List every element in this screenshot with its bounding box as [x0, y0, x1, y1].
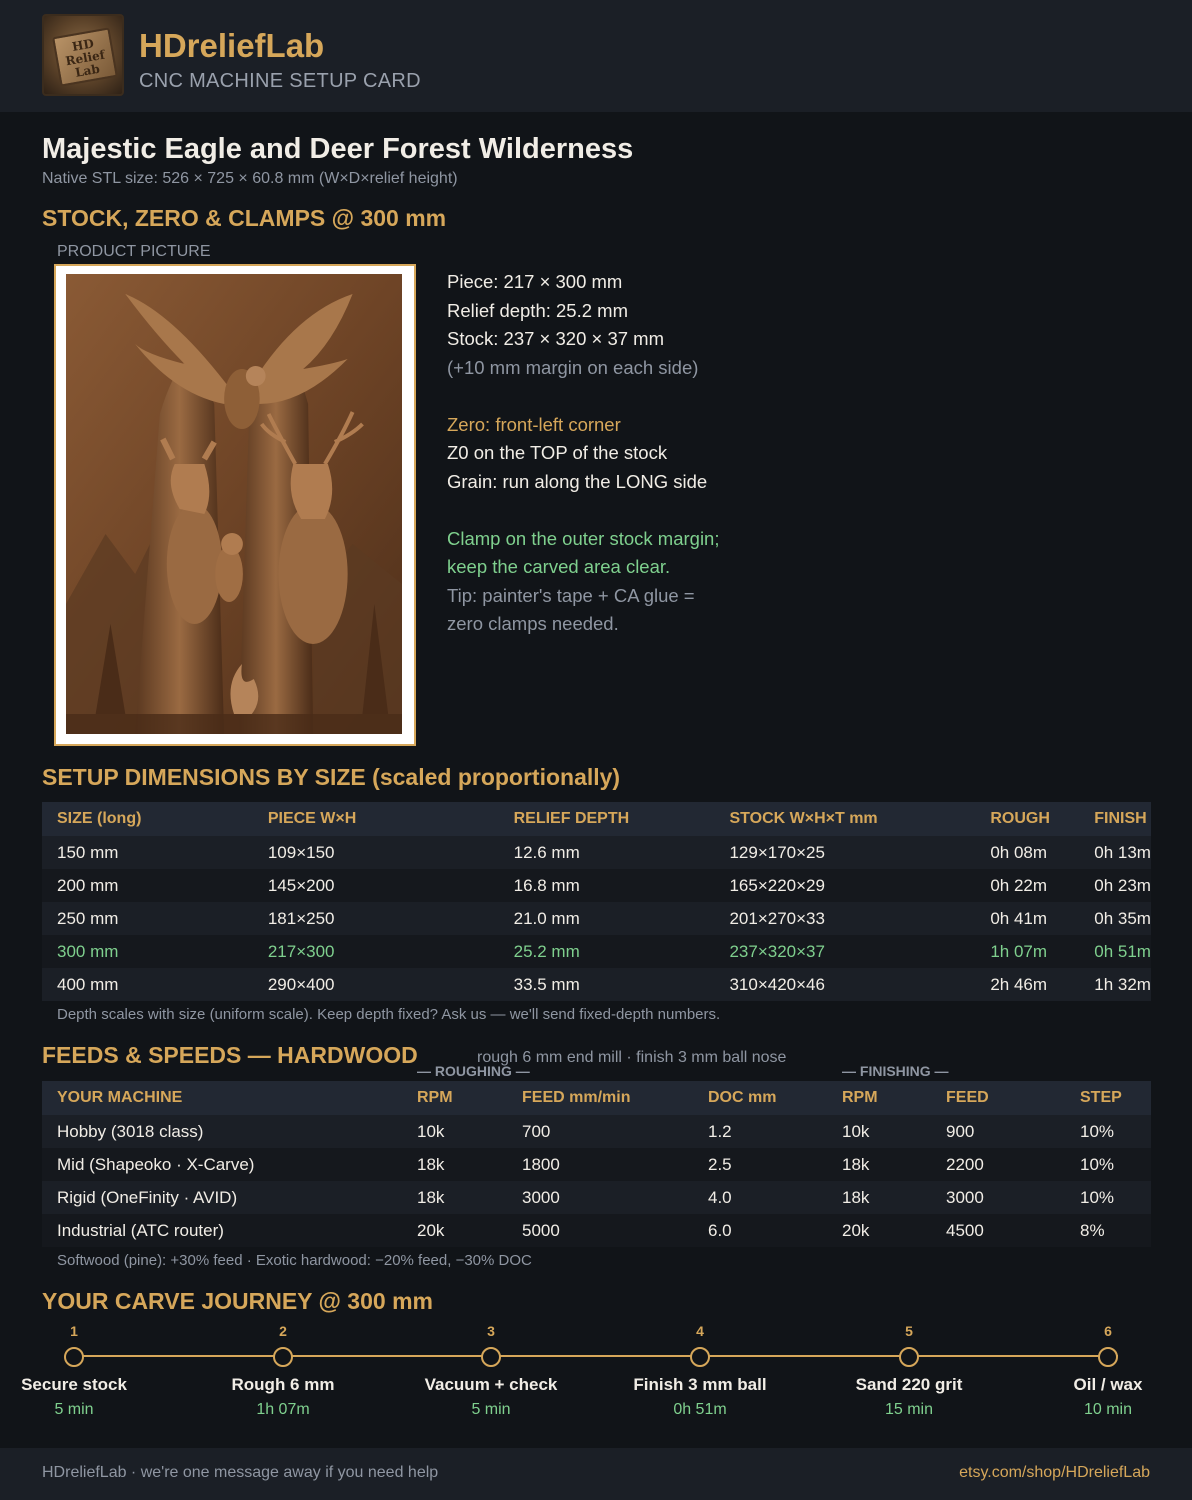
step-name: Finish 3 mm ball: [633, 1375, 767, 1394]
table-row: [42, 836, 1151, 869]
col-header: SIZE (long): [42, 802, 253, 836]
table-cell: 310×420×46: [714, 968, 975, 1001]
table-cell: 6.0: [693, 1214, 827, 1247]
step-number: 3: [487, 1323, 495, 1339]
product-title: Majestic Eagle and Deer Forest Wilderness: [42, 133, 634, 165]
journey-step: [1013, 1325, 1192, 1419]
table-cell: 21.0 mm: [499, 902, 715, 935]
table-row: [42, 1181, 1151, 1214]
step-marker-icon: [64, 1347, 84, 1367]
table-row-highlighted: [42, 935, 1151, 968]
feeds-table: [42, 1081, 1151, 1247]
margin-note: (+10 mm margin on each side): [447, 356, 699, 378]
table-cell: 237×320×37: [714, 935, 975, 968]
step-name: Secure stock: [21, 1375, 127, 1394]
stock-info: [447, 268, 720, 639]
clamp-note-1: Clamp on the outer stock margin;: [447, 527, 720, 549]
table-cell: 10%: [1065, 1115, 1151, 1148]
z0-note: Z0 on the TOP of the stock: [447, 442, 668, 463]
table-cell: 20k: [402, 1214, 507, 1247]
tools-note: rough 6 mm end mill · finish 3 mm ball nose: [477, 1049, 787, 1066]
native-size: Native STL size: 526 × 725 × 60.8 mm (W×D×relief height): [42, 170, 458, 187]
table-cell: 250 mm: [42, 902, 253, 935]
table-row: [42, 902, 1151, 935]
spacer: [447, 382, 720, 411]
step-number: 6: [1104, 1323, 1112, 1339]
table-cell: 16.8 mm: [499, 869, 715, 902]
table-cell: 109×150: [253, 836, 499, 869]
col-header: STOCK W×H×T mm: [714, 802, 975, 836]
step-number: 4: [696, 1323, 704, 1339]
dimensions-table: [42, 802, 1151, 1001]
footer-contact-text: HDreliefLab · we're one message away if you need help: [42, 1464, 439, 1481]
table-cell: 181×250: [253, 902, 499, 935]
col-header: FEED: [931, 1081, 1065, 1115]
footer-bar: [0, 1448, 1192, 1500]
col-header: PIECE W×H: [253, 802, 499, 836]
table-cell: 18k: [827, 1181, 931, 1214]
table-cell: 10k: [402, 1115, 507, 1148]
table-cell: 165×220×29: [714, 869, 975, 902]
table-cell: 33.5 mm: [499, 968, 715, 1001]
table-cell: 0h 23m: [1079, 869, 1151, 902]
table-cell: 201×270×33: [714, 902, 975, 935]
step-time: 5 min: [54, 1401, 94, 1418]
col-header: ROUGH: [975, 802, 1079, 836]
table-cell: 0h 51m: [1079, 935, 1151, 968]
logo-plaque-icon: HD Relief Lab: [52, 27, 118, 86]
col-header: STEP: [1065, 1081, 1151, 1115]
spacer: [447, 496, 720, 525]
table-row: [42, 869, 1151, 902]
table-row: [42, 1115, 1151, 1148]
zero-point: Zero: front-left corner: [447, 413, 621, 435]
table-cell: 4500: [931, 1214, 1065, 1247]
table-cell: 300 mm: [42, 935, 253, 968]
table-cell: 18k: [827, 1148, 931, 1181]
step-marker-icon: [273, 1347, 293, 1367]
col-header: FEED mm/min: [507, 1081, 693, 1115]
col-header: RELIEF DEPTH: [499, 802, 715, 836]
journey-step: [615, 1325, 785, 1419]
table-cell: 217×300: [253, 935, 499, 968]
feeds-heading: FEEDS & SPEEDS — HARDWOOD: [42, 1042, 418, 1068]
table-cell: Industrial (ATC router): [42, 1214, 402, 1247]
stock-size: Stock: 237 × 320 × 37 mm: [447, 328, 664, 349]
table-cell: 400 mm: [42, 968, 253, 1001]
table-row: [42, 1148, 1151, 1181]
header-bar: [0, 0, 1192, 112]
col-header: FINISH: [1079, 802, 1151, 836]
table-row: [42, 1214, 1151, 1247]
step-time: 10 min: [1083, 1401, 1133, 1418]
table-cell: 0h 13m: [1079, 836, 1151, 869]
journey-step: [824, 1325, 994, 1419]
table-cell: 1h 07m: [975, 935, 1079, 968]
table-cell: 1.2: [693, 1115, 827, 1148]
journey-step: [0, 1325, 159, 1419]
tip-note-2: zero clamps needed.: [447, 613, 619, 634]
step-time: 5 min: [471, 1401, 511, 1418]
table-cell: 10%: [1065, 1148, 1151, 1181]
step-name: Sand 220 grit: [855, 1375, 963, 1394]
table-cell: 0h 41m: [975, 902, 1079, 935]
table-cell: 900: [931, 1115, 1065, 1148]
col-header: DOC mm: [693, 1081, 827, 1115]
brand-logo: [42, 14, 124, 96]
table-cell: 18k: [402, 1181, 507, 1214]
grain-note: Grain: run along the LONG side: [447, 470, 708, 492]
dimensions-note: Depth scales with size (uniform scale). Keep depth fixed? Ask us — we'll send fixed-depth numbers.: [57, 1006, 721, 1023]
table-cell: 200 mm: [42, 869, 253, 902]
table-cell: 145×200: [253, 869, 499, 902]
stock-section-heading: STOCK, ZERO & CLAMPS @ 300 mm: [42, 205, 447, 231]
picture-label: PRODUCT PICTURE: [57, 243, 211, 260]
step-name: Vacuum + check: [424, 1375, 558, 1394]
table-cell: 150 mm: [42, 836, 253, 869]
step-marker-icon: [481, 1347, 501, 1367]
table-cell: Mid (Shapeoko · X-Carve): [42, 1148, 402, 1181]
table-cell: 3000: [507, 1181, 693, 1214]
piece-size: Piece: 217 × 300 mm: [447, 271, 623, 292]
table-cell: 0h 22m: [975, 869, 1079, 902]
table-cell: 1800: [507, 1148, 693, 1181]
table-cell: 700: [507, 1115, 693, 1148]
table-cell: 0h 08m: [975, 836, 1079, 869]
table-cell: 1h 32m: [1079, 968, 1151, 1001]
step-number: 1: [70, 1323, 78, 1339]
brand-name: HDreliefLab: [139, 27, 325, 64]
step-number: 5: [905, 1323, 913, 1339]
step-name: Rough 6 mm: [231, 1375, 335, 1394]
table-cell: 290×400: [253, 968, 499, 1001]
table-cell: 12.6 mm: [499, 836, 715, 869]
table-cell: 2200: [931, 1148, 1065, 1181]
product-picture: [54, 264, 416, 746]
col-header: YOUR MACHINE: [42, 1081, 402, 1115]
roughing-group-label: — ROUGHING —: [417, 1063, 530, 1079]
step-name: Oil / wax: [1073, 1375, 1143, 1394]
table-cell: 18k: [402, 1148, 507, 1181]
table-cell: 20k: [827, 1214, 931, 1247]
table-cell: 4.0: [693, 1181, 827, 1214]
dimensions-heading: SETUP DIMENSIONS BY SIZE (scaled proportionally): [42, 764, 621, 790]
table-cell: 2h 46m: [975, 968, 1079, 1001]
col-header: RPM: [402, 1081, 507, 1115]
step-number: 2: [279, 1323, 287, 1339]
table-cell: 10k: [827, 1115, 931, 1148]
table-cell: Hobby (3018 class): [42, 1115, 402, 1148]
col-header: RPM: [827, 1081, 931, 1115]
step-time: 0h 51m: [673, 1401, 727, 1418]
table-cell: 129×170×25: [714, 836, 975, 869]
table-cell: 8%: [1065, 1214, 1151, 1247]
carved-relief-image: [66, 274, 402, 734]
step-marker-icon: [899, 1347, 919, 1367]
journey-heading: YOUR CARVE JOURNEY @ 300 mm: [42, 1288, 433, 1314]
feeds-note: Softwood (pine): +30% feed · Exotic hardwood: −20% feed, −30% DOC: [57, 1252, 532, 1269]
step-time: 15 min: [884, 1401, 934, 1418]
journey-step: [406, 1325, 576, 1419]
clamp-note-2: keep the carved area clear.: [447, 556, 671, 577]
step-marker-icon: [1098, 1347, 1118, 1367]
table-row: [42, 968, 1151, 1001]
journey-step: [198, 1325, 368, 1419]
step-time: 1h 07m: [256, 1401, 310, 1418]
table-cell: 0h 35m: [1079, 902, 1151, 935]
table-cell: 10%: [1065, 1181, 1151, 1214]
table-cell: 2.5: [693, 1148, 827, 1181]
relief-depth: Relief depth: 25.2 mm: [447, 299, 628, 321]
table-cell: 25.2 mm: [499, 935, 715, 968]
tip-note-1: Tip: painter's tape + CA glue =: [447, 584, 695, 606]
shop-link[interactable]: etsy.com/shop/HDreliefLab: [959, 1464, 1150, 1481]
table-cell: Rigid (OneFinity · AVID): [42, 1181, 402, 1214]
table-header-row: [42, 1081, 1151, 1115]
finishing-group-label: — FINISHING —: [842, 1063, 949, 1079]
table-cell: 3000: [931, 1181, 1065, 1214]
table-header-row: [42, 802, 1151, 836]
step-marker-icon: [690, 1347, 710, 1367]
table-cell: 5000: [507, 1214, 693, 1247]
card-subtitle: CNC MACHINE SETUP CARD: [139, 70, 421, 92]
